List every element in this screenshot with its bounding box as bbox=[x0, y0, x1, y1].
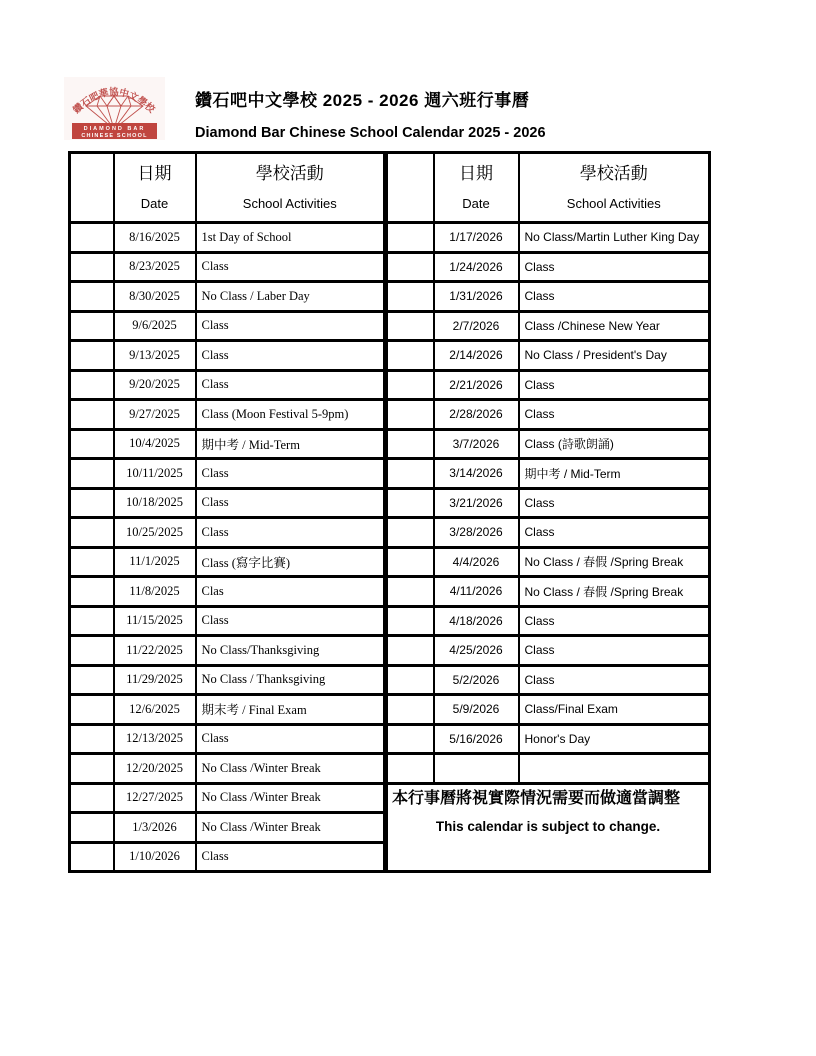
date-header-left bbox=[114, 153, 196, 223]
spacer-cell bbox=[386, 636, 434, 666]
page-title-chinese: 鑽石吧中文學校 2025 - 2026 週六班行事曆 bbox=[195, 91, 530, 110]
header-titles bbox=[195, 90, 546, 142]
activity-cell: Class bbox=[519, 400, 710, 430]
activity-cell: Class bbox=[196, 341, 386, 371]
table-row bbox=[70, 724, 710, 754]
date-cell: 2/14/2026 bbox=[434, 341, 519, 371]
spacer-cell bbox=[70, 252, 114, 282]
activity-cell: Class bbox=[196, 370, 386, 400]
activities-header-zh: 學校活動 bbox=[255, 164, 324, 183]
activity-cell: Class/Final Exam bbox=[519, 695, 710, 725]
date-cell: 2/7/2026 bbox=[434, 311, 519, 341]
date-cell: 4/25/2026 bbox=[434, 636, 519, 666]
table-row bbox=[70, 606, 710, 636]
table-row bbox=[70, 488, 710, 518]
activity-cell: Honor's Day bbox=[519, 724, 710, 754]
table-row bbox=[70, 282, 710, 312]
activity-cell: Class bbox=[519, 282, 710, 312]
date-cell: 9/27/2025 bbox=[114, 400, 196, 430]
spacer-cell bbox=[70, 282, 114, 312]
spacer-cell bbox=[70, 754, 114, 784]
spacer-cell bbox=[70, 459, 114, 489]
activity-cell: No Class /Winter Break bbox=[196, 783, 386, 813]
date-cell: 1/31/2026 bbox=[434, 282, 519, 312]
date-header-zh: 日期 bbox=[137, 164, 172, 183]
activity-cell: 期末考 / Final Exam bbox=[196, 695, 386, 725]
date-cell: 8/30/2025 bbox=[114, 282, 196, 312]
activities-header-right bbox=[519, 153, 710, 223]
table-row bbox=[70, 459, 710, 489]
activity-cell: Class bbox=[519, 606, 710, 636]
spacer-cell bbox=[386, 459, 434, 489]
date-cell: 1/24/2026 bbox=[434, 252, 519, 282]
date-header-en: Date bbox=[140, 196, 169, 211]
activity-cell: Class bbox=[196, 311, 386, 341]
date-cell: 3/28/2026 bbox=[434, 518, 519, 548]
date-cell: 1/17/2026 bbox=[434, 223, 519, 253]
table-row bbox=[70, 341, 710, 371]
activity-cell: No Class / Thanksgiving bbox=[196, 665, 386, 695]
date-cell: 4/11/2026 bbox=[434, 577, 519, 607]
page-title-english: Diamond Bar Chinese School Calendar 2025 - 2026 bbox=[195, 125, 546, 141]
date-cell: 11/1/2025 bbox=[114, 547, 196, 577]
activity-cell: 期中考 / Mid-Term bbox=[519, 459, 710, 489]
date-cell: 10/11/2025 bbox=[114, 459, 196, 489]
activities-header-zh: 學校活動 bbox=[579, 164, 648, 183]
date-header-en: Date bbox=[462, 196, 490, 211]
date-cell: 11/22/2025 bbox=[114, 636, 196, 666]
activities-header-en: School Activities bbox=[242, 196, 337, 211]
spacer-cell bbox=[70, 695, 114, 725]
date-cell: 9/13/2025 bbox=[114, 341, 196, 371]
spacer-cell bbox=[70, 813, 114, 843]
activity-cell: No Class /Winter Break bbox=[196, 813, 386, 843]
spacer-cell bbox=[386, 518, 434, 548]
spacer-cell bbox=[386, 547, 434, 577]
date-cell: 9/6/2025 bbox=[114, 311, 196, 341]
spacer-cell bbox=[386, 252, 434, 282]
date-cell: 3/14/2026 bbox=[434, 459, 519, 489]
table-row bbox=[70, 754, 710, 784]
date-cell: 3/7/2026 bbox=[434, 429, 519, 459]
date-cell: 3/21/2026 bbox=[434, 488, 519, 518]
activity-cell: Class bbox=[196, 842, 386, 872]
date-cell: 4/18/2026 bbox=[434, 606, 519, 636]
activity-cell: Class bbox=[519, 488, 710, 518]
activity-cell: 1st Day of School bbox=[196, 223, 386, 253]
activity-cell: 期中考 / Mid-Term bbox=[196, 429, 386, 459]
spacer-cell bbox=[70, 577, 114, 607]
table-header-row bbox=[70, 153, 710, 223]
spacer-cell bbox=[70, 606, 114, 636]
logo-banner-line1: DIAMOND BAR bbox=[83, 126, 146, 132]
spacer-cell bbox=[386, 488, 434, 518]
spacer-cell bbox=[70, 665, 114, 695]
spacer-cell bbox=[386, 577, 434, 607]
table-row bbox=[70, 783, 710, 813]
date-cell: 10/4/2025 bbox=[114, 429, 196, 459]
logo-banner-line2: CHINESE SCHOOL bbox=[81, 133, 148, 139]
date-cell: 10/18/2025 bbox=[114, 488, 196, 518]
date-cell: 11/15/2025 bbox=[114, 606, 196, 636]
diamond-logo-graphic bbox=[64, 77, 165, 140]
spacer-cell bbox=[70, 341, 114, 371]
spacer-cell bbox=[386, 370, 434, 400]
spacer-cell bbox=[386, 695, 434, 725]
table-row bbox=[70, 547, 710, 577]
date-cell: 12/20/2025 bbox=[114, 754, 196, 784]
activities-header-en: School Activities bbox=[566, 196, 661, 211]
spacer-cell bbox=[386, 754, 434, 784]
spacer-cell bbox=[70, 311, 114, 341]
spacer-cell bbox=[70, 488, 114, 518]
table-row bbox=[70, 665, 710, 695]
activity-cell: Clas bbox=[196, 577, 386, 607]
table-row bbox=[70, 311, 710, 341]
table-row bbox=[70, 695, 710, 725]
activity-cell: Class (詩歌朗誦) bbox=[519, 429, 710, 459]
activity-cell: Class /Chinese New Year bbox=[519, 311, 710, 341]
note-text-english: This calendar is subject to change. bbox=[435, 818, 661, 834]
note-text-chinese: 本行事曆將視實際情況需要而做適當調整 bbox=[392, 789, 681, 807]
activity-cell: No Class / Laber Day bbox=[196, 282, 386, 312]
date-cell: 8/23/2025 bbox=[114, 252, 196, 282]
date-cell: 2/28/2026 bbox=[434, 400, 519, 430]
activity-cell: No Class /Winter Break bbox=[196, 754, 386, 784]
spacer-cell bbox=[386, 724, 434, 754]
spacer-cell bbox=[70, 547, 114, 577]
table-row bbox=[70, 252, 710, 282]
date-cell: 4/4/2026 bbox=[434, 547, 519, 577]
spacer-cell bbox=[70, 724, 114, 754]
spacer-cell bbox=[70, 400, 114, 430]
date-header-zh: 日期 bbox=[459, 164, 493, 183]
activity-cell: No Class/Thanksgiving bbox=[196, 636, 386, 666]
activity-cell: Class (寫字比賽) bbox=[196, 547, 386, 577]
spacer-cell bbox=[70, 783, 114, 813]
date-cell bbox=[434, 754, 519, 784]
table-row bbox=[70, 429, 710, 459]
activity-cell: No Class / President's Day bbox=[519, 341, 710, 371]
activity-cell: Class (Moon Festival 5-9pm) bbox=[196, 400, 386, 430]
date-cell: 10/25/2025 bbox=[114, 518, 196, 548]
table-row bbox=[70, 400, 710, 430]
spacer-header-cell-left bbox=[70, 153, 114, 223]
date-cell: 5/16/2026 bbox=[434, 724, 519, 754]
date-cell: 8/16/2025 bbox=[114, 223, 196, 253]
activity-cell: Class bbox=[196, 252, 386, 282]
date-cell: 11/8/2025 bbox=[114, 577, 196, 607]
spacer-cell bbox=[386, 282, 434, 312]
spacer-header-cell-right bbox=[386, 153, 434, 223]
activity-cell: Class bbox=[519, 370, 710, 400]
activity-cell: Class bbox=[519, 252, 710, 282]
activities-header-left bbox=[196, 153, 386, 223]
table-row bbox=[70, 518, 710, 548]
activity-cell: Class bbox=[196, 724, 386, 754]
spacer-cell bbox=[70, 429, 114, 459]
date-cell: 12/13/2025 bbox=[114, 724, 196, 754]
date-cell: 2/21/2026 bbox=[434, 370, 519, 400]
activity-cell: Class bbox=[196, 518, 386, 548]
table-row bbox=[70, 636, 710, 666]
date-cell: 12/6/2025 bbox=[114, 695, 196, 725]
activity-cell: Class bbox=[519, 665, 710, 695]
date-header-right bbox=[434, 153, 519, 223]
date-cell: 11/29/2025 bbox=[114, 665, 196, 695]
activity-cell: No Class / 春假 /Spring Break bbox=[519, 547, 710, 577]
table-row bbox=[70, 223, 710, 253]
activity-cell: Class bbox=[519, 518, 710, 548]
activity-cell: Class bbox=[196, 488, 386, 518]
spacer-cell bbox=[70, 636, 114, 666]
logo-arc-text: 鑽石吧華協中文學校 bbox=[71, 86, 157, 117]
spacer-cell bbox=[386, 311, 434, 341]
activity-cell: No Class/Martin Luther King Day bbox=[519, 223, 710, 253]
spacer-cell bbox=[386, 341, 434, 371]
date-cell: 1/3/2026 bbox=[114, 813, 196, 843]
activity-cell: No Class / 春假 /Spring Break bbox=[519, 577, 710, 607]
spacer-cell bbox=[70, 518, 114, 548]
date-cell: 5/9/2026 bbox=[434, 695, 519, 725]
table-row bbox=[70, 577, 710, 607]
spacer-cell bbox=[70, 842, 114, 872]
activity-cell: Class bbox=[196, 459, 386, 489]
date-cell: 9/20/2025 bbox=[114, 370, 196, 400]
calendar-table bbox=[68, 151, 711, 873]
spacer-cell bbox=[386, 223, 434, 253]
date-cell: 12/27/2025 bbox=[114, 783, 196, 813]
note-cell bbox=[386, 783, 710, 872]
spacer-cell bbox=[386, 665, 434, 695]
activity-cell: Class bbox=[196, 606, 386, 636]
spacer-cell bbox=[386, 400, 434, 430]
spacer-cell bbox=[386, 429, 434, 459]
spacer-cell bbox=[70, 223, 114, 253]
date-cell: 5/2/2026 bbox=[434, 665, 519, 695]
activity-cell bbox=[519, 754, 710, 784]
spacer-cell bbox=[386, 606, 434, 636]
date-cell: 1/10/2026 bbox=[114, 842, 196, 872]
activity-cell: Class bbox=[519, 636, 710, 666]
school-logo bbox=[64, 77, 165, 140]
table-row bbox=[70, 370, 710, 400]
spacer-cell bbox=[70, 370, 114, 400]
